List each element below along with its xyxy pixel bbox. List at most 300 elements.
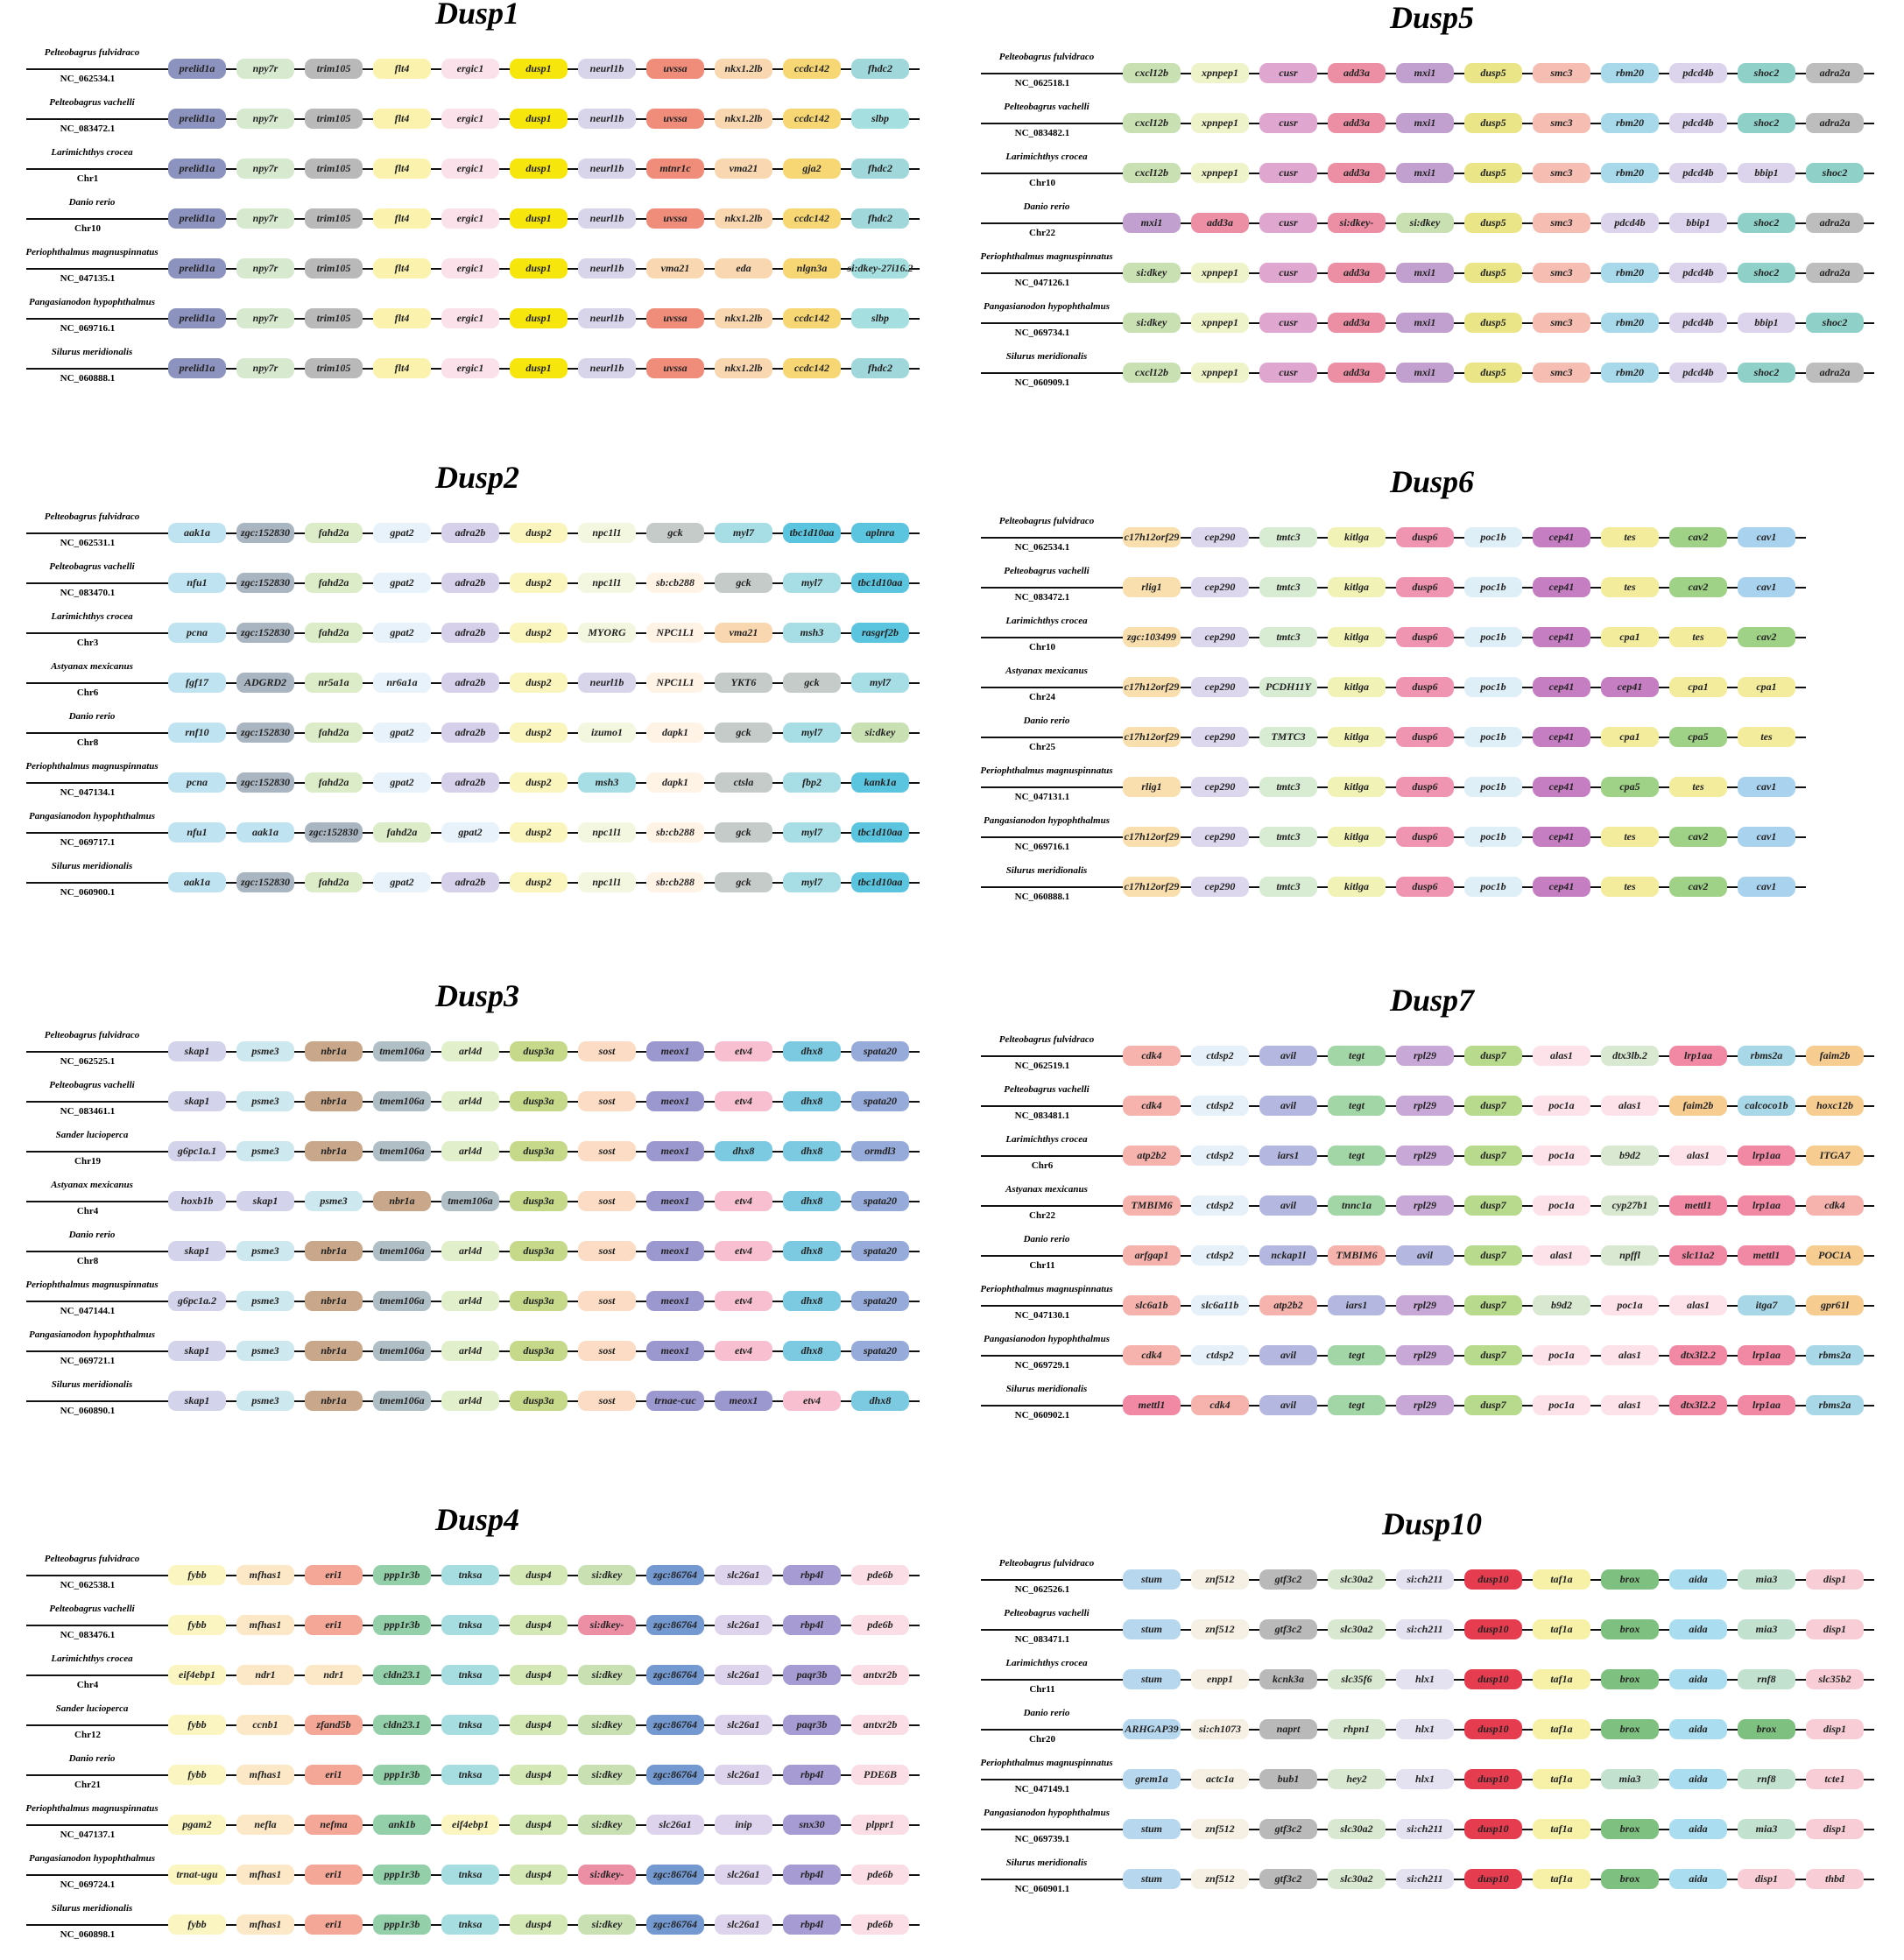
species-label: Pelteobagrus fulvidraco (44, 47, 140, 58)
gene-box: fybb (168, 1565, 226, 1585)
species-label: Pangasianodon hypophthalmus (984, 815, 1110, 826)
synteny-row (9, 1903, 946, 1950)
gene-box: tbc1d10aa (851, 573, 909, 593)
panel-title: Dusp4 (434, 1502, 520, 1537)
gene-box: flt4 (373, 208, 431, 229)
gene-box: lrp1aa (1738, 1345, 1795, 1365)
gene-box: g6pc1a.1 (168, 1141, 226, 1161)
gene-box: alas1 (1669, 1295, 1727, 1315)
gene-box: dusp4 (510, 1865, 568, 1885)
gene-box: zgc:152830 (236, 623, 294, 643)
gene-box: nr5a1a (305, 673, 363, 693)
gene-box: cep41 (1533, 577, 1590, 597)
gene-box: tes (1738, 727, 1795, 747)
gene-box: rasgrf2b (851, 623, 909, 643)
gene-box: tnksa (441, 1565, 499, 1585)
gene-box: trim105 (305, 159, 363, 179)
gene-box: smc3 (1533, 113, 1590, 133)
gene-box: si:ch211 (1396, 1819, 1454, 1839)
gene-box: npy7r (236, 59, 294, 79)
gene-box: cep41 (1533, 627, 1590, 647)
gene-box: cxcl12b (1123, 113, 1181, 133)
chromosome-label: NC_060898.1 (60, 1929, 116, 1940)
synteny-row (963, 1384, 1900, 1431)
gene-box: fhdc2 (851, 159, 909, 179)
gene-box: dusp7 (1464, 1295, 1522, 1315)
gene-box: meox1 (646, 1241, 704, 1261)
chromosome-label: NC_069724.1 (60, 1879, 116, 1890)
gene-box: trnat-ugu (168, 1865, 226, 1885)
gene-box: cusr (1259, 113, 1317, 133)
gene-box: brox (1601, 1669, 1659, 1689)
synteny-row (963, 616, 1900, 663)
gene-box: dusp7 (1464, 1395, 1522, 1415)
gene-box: nckap1l (1259, 1245, 1317, 1266)
gene-box: prelid1a (168, 358, 226, 378)
gene-box: cdk4 (1191, 1395, 1249, 1415)
gene-box: mia3 (1738, 1819, 1795, 1839)
synteny-row (9, 1280, 946, 1327)
gene-box: shoc2 (1738, 363, 1795, 383)
gene-box: nkx1.2lb (715, 358, 772, 378)
gene-box: slc6a1b (1123, 1295, 1181, 1315)
gene-box: mxi1 (1396, 313, 1454, 333)
gene-box: psme3 (236, 1141, 294, 1161)
synteny-row (963, 351, 1900, 398)
gene-box: stum (1123, 1569, 1181, 1590)
chromosome-label: NC_069721.1 (60, 1356, 116, 1366)
gene-box: shoc2 (1806, 163, 1864, 183)
gene-box: rbp4l (783, 1615, 841, 1635)
gene-box: nfu1 (168, 573, 226, 593)
gene-box: poc1a (1533, 1345, 1590, 1365)
chromosome-label: NC_083476.1 (60, 1630, 116, 1640)
chromosome-label: Chr6 (76, 687, 99, 698)
gene-box: rpl29 (1396, 1096, 1454, 1116)
gene-box: si:dkey (578, 1765, 636, 1785)
gene-box: etv4 (783, 1391, 841, 1411)
gene-box: neurl1b (578, 258, 636, 278)
gene-box: tnksa (441, 1865, 499, 1885)
species-label: Larimichthys crocea (1005, 616, 1088, 626)
synteny-row (963, 152, 1900, 199)
gene-box: dusp4 (510, 1914, 568, 1935)
gene-box: cxcl12b (1123, 63, 1181, 83)
gene-box: cdk4 (1123, 1046, 1181, 1066)
panel-title: Dusp1 (434, 0, 520, 31)
gene-box: ctdsp2 (1191, 1096, 1249, 1116)
gene-box: npy7r (236, 358, 294, 378)
gene-box: fhdc2 (851, 358, 909, 378)
gene-box: taf1a (1533, 1669, 1590, 1689)
gene-box: cep290 (1191, 527, 1249, 547)
gene-box: zgc:86764 (646, 1865, 704, 1885)
gene-box: poc1b (1464, 527, 1522, 547)
gene-box: thbd (1806, 1869, 1864, 1889)
gene-box: kitlga (1328, 677, 1386, 697)
gene-box: TMBIM6 (1123, 1195, 1181, 1216)
gene-box: NPC1L1 (646, 673, 704, 693)
chromosome-label: Chr10 (1029, 642, 1055, 652)
gene-box: arl4d (441, 1241, 499, 1261)
gene-box: dusp5 (1464, 263, 1522, 283)
species-label: Larimichthys crocea (51, 147, 133, 158)
synteny-row (963, 516, 1900, 563)
gene-box: MYORG (578, 623, 636, 643)
gene-box: ergic1 (441, 308, 499, 328)
gene-box: cyp27b1 (1601, 1195, 1659, 1216)
gene-box: cusr (1259, 213, 1317, 233)
panel-title: Dusp3 (434, 978, 520, 1013)
gene-box: gtf3c2 (1259, 1869, 1317, 1889)
chromosome-label: NC_060890.1 (60, 1406, 116, 1416)
chromosome-label: NC_060888.1 (1014, 892, 1070, 902)
gene-box: myl7 (783, 573, 841, 593)
synteny-row (963, 52, 1900, 99)
gene-box: dusp4 (510, 1615, 568, 1635)
gene-box: fahd2a (305, 772, 363, 793)
gene-box: tes (1669, 627, 1727, 647)
gene-box: si:dkey (851, 723, 909, 743)
gene-box: aak1a (236, 822, 294, 843)
gene-box: tmem106a (373, 1041, 431, 1061)
gene-box: tnksa (441, 1665, 499, 1685)
gene-box: tmem106a (373, 1241, 431, 1261)
gene-box: si:dkey (578, 1815, 636, 1835)
gene-box: nkx1.2lb (715, 59, 772, 79)
gene-box: npc1l1 (578, 872, 636, 892)
gene-box: mettl1 (1123, 1395, 1181, 1415)
synteny-row (963, 201, 1900, 249)
gene-box: zgc:152830 (305, 822, 363, 843)
gene-box: cpa1 (1601, 727, 1659, 747)
gene-box: mxi1 (1396, 163, 1454, 183)
gene-box: dusp6 (1396, 877, 1454, 897)
gene-box: dusp1 (510, 208, 568, 229)
gene-box: cusr (1259, 63, 1317, 83)
gene-box: mxi1 (1396, 363, 1454, 383)
gene-box: arfgap1 (1123, 1245, 1181, 1266)
species-label: Pelteobagrus vachelli (1004, 1084, 1090, 1095)
gene-box: hlx1 (1396, 1669, 1454, 1689)
gene-box: bbip1 (1738, 163, 1795, 183)
species-label: Sander lucioperca (55, 1130, 129, 1140)
gene-box: ITGA7 (1806, 1146, 1864, 1166)
gene-box: prelid1a (168, 308, 226, 328)
gene-box: slc30a2 (1328, 1869, 1386, 1889)
gene-box: dusp1 (510, 358, 568, 378)
gene-box: nbr1a (305, 1041, 363, 1061)
gene-box: dusp3a (510, 1291, 568, 1311)
gene-box: cpa5 (1601, 777, 1659, 797)
gene-box: nkx1.2lb (715, 208, 772, 229)
gene-box: rlig1 (1123, 777, 1181, 797)
gene-box: skap1 (168, 1241, 226, 1261)
gene-box: tmem106a (373, 1341, 431, 1361)
gene-box: tnksa (441, 1765, 499, 1785)
gene-box: grem1a (1123, 1769, 1181, 1789)
gene-box: cdk4 (1806, 1195, 1864, 1216)
gene-box: nefla (236, 1815, 294, 1835)
gene-box: bub1 (1259, 1769, 1317, 1789)
gene-box: pdcd4b (1669, 363, 1727, 383)
gene-box: ppp1r3b (373, 1765, 431, 1785)
gene-box: taf1a (1533, 1619, 1590, 1639)
chromosome-label: Chr22 (1029, 228, 1055, 238)
gene-box: cav1 (1738, 577, 1795, 597)
gene-box: dusp1 (510, 59, 568, 79)
gene-box: brox (1601, 1819, 1659, 1839)
gene-box: add3a (1328, 313, 1386, 333)
gene-box: uvssa (646, 308, 704, 328)
gene-box: NPC1L1 (646, 623, 704, 643)
gene-box: flt4 (373, 59, 431, 79)
gene-box: slc26a1 (715, 1565, 772, 1585)
gene-box: meox1 (646, 1291, 704, 1311)
gene-box: dusp1 (510, 258, 568, 278)
synteny-row (9, 811, 946, 858)
gene-box: ADGRD2 (236, 673, 294, 693)
species-label: Larimichthys crocea (1005, 1658, 1088, 1668)
synteny-row (9, 347, 946, 394)
gene-box: rbp4l (783, 1914, 841, 1935)
gene-box: nr6a1a (373, 673, 431, 693)
gene-box: rpl29 (1396, 1345, 1454, 1365)
gene-box: tegt (1328, 1345, 1386, 1365)
gene-box: disp1 (1806, 1819, 1864, 1839)
gene-box: cxcl12b (1123, 163, 1181, 183)
gene-box: npy7r (236, 308, 294, 328)
gene-box: arl4d (441, 1391, 499, 1411)
panel-dusp1 (9, 0, 946, 404)
chromosome-label: Chr12 (74, 1730, 101, 1740)
gene-box: mia3 (1738, 1619, 1795, 1639)
gene-box: ccdc142 (783, 109, 841, 129)
gene-box: add3a (1191, 213, 1249, 233)
gene-box: cep41 (1533, 527, 1590, 547)
species-label: Pelteobagrus fulvidraco (998, 52, 1095, 62)
chromosome-label: NC_083470.1 (60, 588, 116, 598)
gene-box: dusp2 (510, 623, 568, 643)
synteny-row (963, 1858, 1900, 1905)
gene-box: dusp2 (510, 872, 568, 892)
gene-box: rpl29 (1396, 1195, 1454, 1216)
species-label: Silurus meridionalis (1005, 351, 1088, 362)
gene-box: flt4 (373, 109, 431, 129)
gene-box: dusp2 (510, 772, 568, 793)
gene-box: psme3 (236, 1241, 294, 1261)
gene-box: g6pc1a.2 (168, 1291, 226, 1311)
gene-box: myl7 (783, 872, 841, 892)
gene-box: dhx8 (783, 1041, 841, 1061)
gene-box: enpp1 (1191, 1669, 1249, 1689)
gene-box: avil (1259, 1046, 1317, 1066)
gene-box: npy7r (236, 109, 294, 129)
gene-box: cldn23.1 (373, 1715, 431, 1735)
gene-box: tnksa (441, 1715, 499, 1735)
gene-box: zgc:152830 (236, 723, 294, 743)
gene-box: poc1a (1533, 1146, 1590, 1166)
species-label: Periophthalmus magnuspinnatus (25, 761, 159, 772)
gene-box: gpat2 (441, 822, 499, 843)
gene-box: psme3 (236, 1391, 294, 1411)
gene-box: meox1 (715, 1391, 772, 1411)
chromosome-label: NC_047137.1 (60, 1830, 116, 1840)
gene-box: YKT6 (715, 673, 772, 693)
gene-box: hoxc12b (1806, 1096, 1864, 1116)
gene-box: aplnra (851, 523, 909, 543)
gene-box: poc1b (1464, 827, 1522, 847)
gene-box: rbm20 (1601, 263, 1659, 283)
gene-box: cav2 (1669, 827, 1727, 847)
gene-box: smc3 (1533, 263, 1590, 283)
species-label: Pelteobagrus vachelli (49, 1080, 135, 1090)
gene-box: aida (1669, 1669, 1727, 1689)
gene-box: meox1 (646, 1191, 704, 1211)
synteny-row (9, 661, 946, 709)
gene-box: rbm20 (1601, 63, 1659, 83)
gene-box: ank1b (373, 1815, 431, 1835)
species-label: Pelteobagrus vachelli (49, 97, 135, 108)
gene-box: fhdc2 (851, 208, 909, 229)
gene-box: dhx8 (783, 1291, 841, 1311)
synteny-row (963, 1708, 1900, 1755)
gene-box: meox1 (646, 1091, 704, 1111)
chromosome-label: NC_062525.1 (60, 1056, 116, 1067)
chromosome-label: Chr20 (1029, 1734, 1055, 1745)
synteny-row (9, 1604, 946, 1651)
gene-box: tmtc3 (1259, 827, 1317, 847)
gene-box: nbr1a (305, 1391, 363, 1411)
gene-box: neurl1b (578, 308, 636, 328)
synteny-row (963, 1558, 1900, 1605)
gene-box: c17h12orf29 (1123, 677, 1181, 697)
gene-box: ccnb1 (236, 1715, 294, 1735)
chromosome-label: Chr10 (74, 223, 101, 234)
synteny-row (9, 147, 946, 194)
gene-box: fahd2a (373, 822, 431, 843)
gene-box: smc3 (1533, 63, 1590, 83)
synteny-row (963, 102, 1900, 149)
gene-box: adra2b (441, 523, 499, 543)
chromosome-label: NC_047131.1 (1014, 792, 1070, 802)
gene-box: sost (578, 1041, 636, 1061)
gene-box: dusp5 (1464, 363, 1522, 383)
gene-box: flt4 (373, 159, 431, 179)
gene-box: faim2b (1806, 1046, 1864, 1066)
chromosome-label: Chr8 (76, 737, 99, 748)
gene-box: rnf10 (168, 723, 226, 743)
species-label: Sander lucioperca (55, 1703, 129, 1714)
gene-box: dusp10 (1464, 1869, 1522, 1889)
gene-box: cav2 (1738, 627, 1795, 647)
gene-box: gpat2 (373, 523, 431, 543)
gene-box: rbms2a (1738, 1046, 1795, 1066)
gene-box: add3a (1328, 113, 1386, 133)
synteny-row (963, 1034, 1900, 1082)
gene-box: ppp1r3b (373, 1615, 431, 1635)
gene-box: PDE6B (851, 1765, 909, 1785)
gene-box: alas1 (1601, 1096, 1659, 1116)
gene-box: stum (1123, 1619, 1181, 1639)
species-label: Pelteobagrus fulvidraco (998, 1558, 1095, 1569)
gene-box: adra2b (441, 872, 499, 892)
gene-box: ctdsp2 (1191, 1245, 1249, 1266)
panel-dusp7 (963, 983, 1900, 1441)
gene-box: tegt (1328, 1395, 1386, 1415)
gene-box: tmtc3 (1259, 577, 1317, 597)
gene-box: mfhas1 (236, 1565, 294, 1585)
gene-box: add3a (1328, 363, 1386, 383)
gene-box: eri1 (305, 1565, 363, 1585)
gene-box: sost (578, 1341, 636, 1361)
species-label: Danio rerio (68, 1230, 116, 1240)
species-label: Silurus meridionalis (1005, 1384, 1088, 1394)
gene-box: taf1a (1533, 1819, 1590, 1839)
gene-box: spata20 (851, 1191, 909, 1211)
chromosome-label: NC_083482.1 (1014, 128, 1070, 138)
gene-box: ccdc142 (783, 358, 841, 378)
gene-box: npc1l1 (578, 822, 636, 843)
gene-box: cav2 (1669, 877, 1727, 897)
gene-box: zfand5b (305, 1715, 363, 1735)
gene-box: poc1b (1464, 627, 1522, 647)
gene-box: rbm20 (1601, 313, 1659, 333)
gene-box: zgc:86764 (646, 1914, 704, 1935)
synteny-row (963, 815, 1900, 863)
gene-box: lrp1aa (1669, 1046, 1727, 1066)
gene-box: slc26a1 (646, 1815, 704, 1835)
panel-dusp2 (9, 460, 946, 918)
gene-box: tmtc3 (1259, 527, 1317, 547)
gene-box: kank1a (851, 772, 909, 793)
species-label: Astyanax mexicanus (51, 1180, 133, 1190)
species-label: Pelteobagrus fulvidraco (44, 511, 140, 522)
chromosome-label: Chr19 (74, 1156, 101, 1167)
gene-box: mia3 (1601, 1769, 1659, 1789)
gene-box: dhx8 (783, 1191, 841, 1211)
gene-box: znf512 (1191, 1619, 1249, 1639)
gene-box: psme3 (236, 1091, 294, 1111)
gene-box: slc26a1 (715, 1865, 772, 1885)
chromosome-label: NC_083472.1 (1014, 592, 1070, 603)
species-label: Danio rerio (68, 197, 116, 208)
gene-box: dusp3a (510, 1091, 568, 1111)
gene-box: cep290 (1191, 827, 1249, 847)
synteny-row (9, 1230, 946, 1277)
gene-box: dusp4 (510, 1815, 568, 1835)
gene-box: dusp3a (510, 1191, 568, 1211)
gene-box: prelid1a (168, 59, 226, 79)
gene-box: tegt (1328, 1046, 1386, 1066)
gene-box: itga7 (1738, 1295, 1795, 1315)
gene-box: sost (578, 1141, 636, 1161)
gene-box: pdcd4b (1669, 263, 1727, 283)
chromosome-label: NC_060900.1 (60, 887, 116, 898)
gene-box: cav2 (1669, 527, 1727, 547)
synteny-row (963, 1184, 1900, 1231)
gene-box: arl4d (441, 1291, 499, 1311)
gene-box: myl7 (783, 822, 841, 843)
gene-box: dhx8 (851, 1391, 909, 1411)
gene-box: fgf17 (168, 673, 226, 693)
species-label: Astyanax mexicanus (51, 661, 133, 672)
chromosome-label: NC_062519.1 (1014, 1061, 1070, 1071)
chromosome-label: NC_069739.1 (1014, 1834, 1070, 1844)
gene-box: hlx1 (1396, 1769, 1454, 1789)
gene-box: dusp10 (1464, 1719, 1522, 1739)
gene-box: disp1 (1806, 1619, 1864, 1639)
